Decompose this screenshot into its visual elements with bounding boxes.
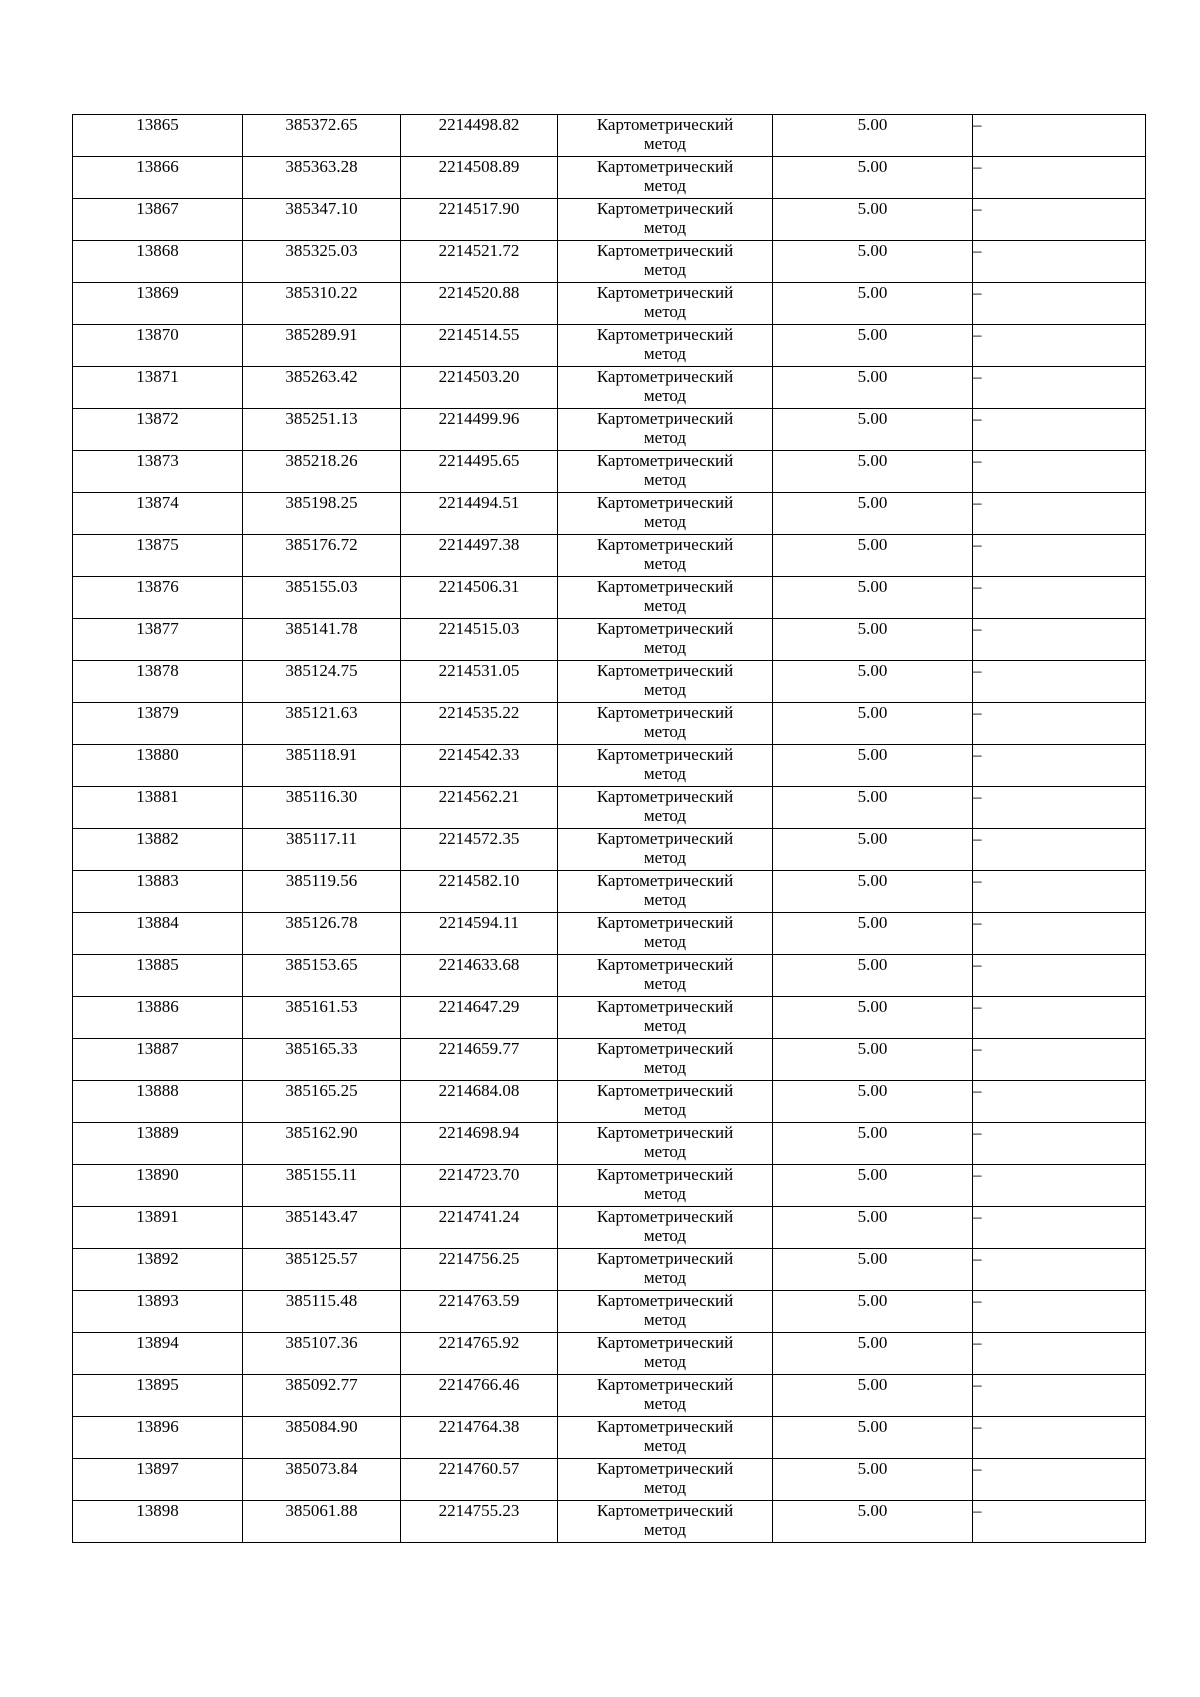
point-number-cell: 13889 bbox=[73, 1123, 243, 1165]
table-row bbox=[73, 325, 1146, 367]
method-text: Картометрический метод bbox=[596, 1207, 734, 1245]
x-coordinate-cell: 385176.72 bbox=[243, 535, 401, 577]
method-text: Картометрический метод bbox=[596, 1249, 734, 1287]
table-row bbox=[73, 1459, 1146, 1501]
description-cell: – bbox=[973, 703, 1146, 745]
x-coordinate-cell: 385116.30 bbox=[243, 787, 401, 829]
method-text: Картометрический метод bbox=[596, 283, 734, 321]
accuracy-cell: 5.00 bbox=[773, 1333, 973, 1375]
method-cell bbox=[558, 1417, 773, 1459]
method-text: Картометрический метод bbox=[596, 787, 734, 825]
table-row bbox=[73, 997, 1146, 1039]
y-coordinate-cell: 2214763.59 bbox=[401, 1291, 558, 1333]
table-row bbox=[73, 283, 1146, 325]
point-number-cell: 13876 bbox=[73, 577, 243, 619]
y-coordinate-cell: 2214497.38 bbox=[401, 535, 558, 577]
description-cell: – bbox=[973, 1291, 1146, 1333]
table-row bbox=[73, 535, 1146, 577]
accuracy-cell: 5.00 bbox=[773, 1165, 973, 1207]
y-coordinate-cell: 2214755.23 bbox=[401, 1501, 558, 1543]
y-coordinate-cell: 2214494.51 bbox=[401, 493, 558, 535]
method-cell bbox=[558, 619, 773, 661]
x-coordinate-cell: 385161.53 bbox=[243, 997, 401, 1039]
method-text: Картометрический метод bbox=[596, 661, 734, 699]
method-cell bbox=[558, 913, 773, 955]
point-number-cell: 13878 bbox=[73, 661, 243, 703]
method-cell bbox=[558, 703, 773, 745]
table-row bbox=[73, 493, 1146, 535]
x-coordinate-cell: 385117.11 bbox=[243, 829, 401, 871]
method-cell bbox=[558, 493, 773, 535]
x-coordinate-cell: 385124.75 bbox=[243, 661, 401, 703]
accuracy-cell: 5.00 bbox=[773, 703, 973, 745]
method-cell bbox=[558, 871, 773, 913]
x-coordinate-cell: 385143.47 bbox=[243, 1207, 401, 1249]
description-cell: – bbox=[973, 241, 1146, 283]
table-row bbox=[73, 913, 1146, 955]
y-coordinate-cell: 2214508.89 bbox=[401, 157, 558, 199]
x-coordinate-cell: 385118.91 bbox=[243, 745, 401, 787]
method-cell bbox=[558, 367, 773, 409]
accuracy-cell: 5.00 bbox=[773, 283, 973, 325]
y-coordinate-cell: 2214647.29 bbox=[401, 997, 558, 1039]
x-coordinate-cell: 385119.56 bbox=[243, 871, 401, 913]
description-cell: – bbox=[973, 493, 1146, 535]
method-cell bbox=[558, 1333, 773, 1375]
point-number-cell: 13877 bbox=[73, 619, 243, 661]
y-coordinate-cell: 2214766.46 bbox=[401, 1375, 558, 1417]
table-row bbox=[73, 1501, 1146, 1543]
table-row bbox=[73, 871, 1146, 913]
point-number-cell: 13875 bbox=[73, 535, 243, 577]
method-cell bbox=[558, 325, 773, 367]
table-row bbox=[73, 1249, 1146, 1291]
y-coordinate-cell: 2214760.57 bbox=[401, 1459, 558, 1501]
method-cell bbox=[558, 955, 773, 997]
method-cell bbox=[558, 115, 773, 157]
table-row bbox=[73, 1375, 1146, 1417]
method-cell bbox=[558, 1459, 773, 1501]
method-cell bbox=[558, 199, 773, 241]
table-row bbox=[73, 1417, 1146, 1459]
method-text: Картометрический метод bbox=[596, 1417, 734, 1455]
table-row bbox=[73, 241, 1146, 283]
y-coordinate-cell: 2214506.31 bbox=[401, 577, 558, 619]
y-coordinate-cell: 2214514.55 bbox=[401, 325, 558, 367]
y-coordinate-cell: 2214520.88 bbox=[401, 283, 558, 325]
method-text: Картометрический метод bbox=[596, 1081, 734, 1119]
point-number-cell: 13867 bbox=[73, 199, 243, 241]
x-coordinate-cell: 385165.25 bbox=[243, 1081, 401, 1123]
coordinates-table bbox=[72, 114, 1146, 1543]
method-cell bbox=[558, 829, 773, 871]
y-coordinate-cell: 2214572.35 bbox=[401, 829, 558, 871]
accuracy-cell: 5.00 bbox=[773, 1375, 973, 1417]
accuracy-cell: 5.00 bbox=[773, 829, 973, 871]
point-number-cell: 13881 bbox=[73, 787, 243, 829]
y-coordinate-cell: 2214582.10 bbox=[401, 871, 558, 913]
y-coordinate-cell: 2214535.22 bbox=[401, 703, 558, 745]
point-number-cell: 13896 bbox=[73, 1417, 243, 1459]
point-number-cell: 13871 bbox=[73, 367, 243, 409]
table-row bbox=[73, 1207, 1146, 1249]
method-text: Картометрический метод bbox=[596, 1501, 734, 1539]
table-row bbox=[73, 619, 1146, 661]
method-cell bbox=[558, 409, 773, 451]
method-cell bbox=[558, 1249, 773, 1291]
description-cell: – bbox=[973, 997, 1146, 1039]
method-cell bbox=[558, 745, 773, 787]
method-cell bbox=[558, 787, 773, 829]
method-text: Картометрический метод bbox=[596, 1123, 734, 1161]
point-number-cell: 13866 bbox=[73, 157, 243, 199]
method-text: Картометрический метод bbox=[596, 1375, 734, 1413]
method-cell bbox=[558, 577, 773, 619]
accuracy-cell: 5.00 bbox=[773, 913, 973, 955]
y-coordinate-cell: 2214633.68 bbox=[401, 955, 558, 997]
description-cell: – bbox=[973, 1459, 1146, 1501]
description-cell: – bbox=[973, 1081, 1146, 1123]
point-number-cell: 13865 bbox=[73, 115, 243, 157]
method-cell bbox=[558, 1291, 773, 1333]
x-coordinate-cell: 385347.10 bbox=[243, 199, 401, 241]
accuracy-cell: 5.00 bbox=[773, 955, 973, 997]
x-coordinate-cell: 385141.78 bbox=[243, 619, 401, 661]
y-coordinate-cell: 2214723.70 bbox=[401, 1165, 558, 1207]
point-number-cell: 13897 bbox=[73, 1459, 243, 1501]
x-coordinate-cell: 385084.90 bbox=[243, 1417, 401, 1459]
accuracy-cell: 5.00 bbox=[773, 409, 973, 451]
y-coordinate-cell: 2214542.33 bbox=[401, 745, 558, 787]
x-coordinate-cell: 385363.28 bbox=[243, 157, 401, 199]
x-coordinate-cell: 385198.25 bbox=[243, 493, 401, 535]
method-cell bbox=[558, 451, 773, 493]
y-coordinate-cell: 2214594.11 bbox=[401, 913, 558, 955]
description-cell: – bbox=[973, 1501, 1146, 1543]
point-number-cell: 13874 bbox=[73, 493, 243, 535]
point-number-cell: 13895 bbox=[73, 1375, 243, 1417]
accuracy-cell: 5.00 bbox=[773, 619, 973, 661]
method-text: Картометрический метод bbox=[596, 955, 734, 993]
point-number-cell: 13887 bbox=[73, 1039, 243, 1081]
method-text: Картометрический метод bbox=[596, 1291, 734, 1329]
method-cell bbox=[558, 1039, 773, 1081]
accuracy-cell: 5.00 bbox=[773, 451, 973, 493]
point-number-cell: 13885 bbox=[73, 955, 243, 997]
y-coordinate-cell: 2214503.20 bbox=[401, 367, 558, 409]
description-cell: – bbox=[973, 115, 1146, 157]
method-text: Картометрический метод bbox=[596, 829, 734, 867]
method-text: Картометрический метод bbox=[596, 535, 734, 573]
accuracy-cell: 5.00 bbox=[773, 997, 973, 1039]
x-coordinate-cell: 385263.42 bbox=[243, 367, 401, 409]
description-cell: – bbox=[973, 1165, 1146, 1207]
y-coordinate-cell: 2214659.77 bbox=[401, 1039, 558, 1081]
x-coordinate-cell: 385289.91 bbox=[243, 325, 401, 367]
point-number-cell: 13880 bbox=[73, 745, 243, 787]
y-coordinate-cell: 2214521.72 bbox=[401, 241, 558, 283]
method-text: Картометрический метод bbox=[596, 1165, 734, 1203]
method-text: Картометрический метод bbox=[596, 493, 734, 531]
x-coordinate-cell: 385115.48 bbox=[243, 1291, 401, 1333]
x-coordinate-cell: 385153.65 bbox=[243, 955, 401, 997]
description-cell: – bbox=[973, 367, 1146, 409]
method-text: Картометрический метод bbox=[596, 325, 734, 363]
method-text: Картометрический метод bbox=[596, 871, 734, 909]
x-coordinate-cell: 385073.84 bbox=[243, 1459, 401, 1501]
point-number-cell: 13892 bbox=[73, 1249, 243, 1291]
accuracy-cell: 5.00 bbox=[773, 493, 973, 535]
method-cell bbox=[558, 157, 773, 199]
description-cell: – bbox=[973, 1249, 1146, 1291]
description-cell: – bbox=[973, 661, 1146, 703]
x-coordinate-cell: 385325.03 bbox=[243, 241, 401, 283]
accuracy-cell: 5.00 bbox=[773, 1081, 973, 1123]
point-number-cell: 13882 bbox=[73, 829, 243, 871]
description-cell: – bbox=[973, 745, 1146, 787]
accuracy-cell: 5.00 bbox=[773, 745, 973, 787]
x-coordinate-cell: 385107.36 bbox=[243, 1333, 401, 1375]
y-coordinate-cell: 2214499.96 bbox=[401, 409, 558, 451]
table-row bbox=[73, 787, 1146, 829]
method-text: Картометрический метод bbox=[596, 703, 734, 741]
description-cell: – bbox=[973, 829, 1146, 871]
accuracy-cell: 5.00 bbox=[773, 1123, 973, 1165]
description-cell: – bbox=[973, 535, 1146, 577]
method-cell bbox=[558, 1501, 773, 1543]
point-number-cell: 13869 bbox=[73, 283, 243, 325]
point-number-cell: 13894 bbox=[73, 1333, 243, 1375]
accuracy-cell: 5.00 bbox=[773, 241, 973, 283]
accuracy-cell: 5.00 bbox=[773, 1207, 973, 1249]
point-number-cell: 13890 bbox=[73, 1165, 243, 1207]
description-cell: – bbox=[973, 1207, 1146, 1249]
accuracy-cell: 5.00 bbox=[773, 661, 973, 703]
x-coordinate-cell: 385126.78 bbox=[243, 913, 401, 955]
method-cell bbox=[558, 535, 773, 577]
table-row bbox=[73, 1291, 1146, 1333]
table-row bbox=[73, 703, 1146, 745]
description-cell: – bbox=[973, 157, 1146, 199]
method-text: Картометрический метод bbox=[596, 997, 734, 1035]
y-coordinate-cell: 2214698.94 bbox=[401, 1123, 558, 1165]
method-text: Картометрический метод bbox=[596, 451, 734, 489]
table-row bbox=[73, 661, 1146, 703]
accuracy-cell: 5.00 bbox=[773, 1459, 973, 1501]
table-row bbox=[73, 577, 1146, 619]
description-cell: – bbox=[973, 1375, 1146, 1417]
table-row bbox=[73, 955, 1146, 997]
method-text: Картометрический метод bbox=[596, 619, 734, 657]
x-coordinate-cell: 385092.77 bbox=[243, 1375, 401, 1417]
point-number-cell: 13888 bbox=[73, 1081, 243, 1123]
point-number-cell: 13870 bbox=[73, 325, 243, 367]
y-coordinate-cell: 2214531.05 bbox=[401, 661, 558, 703]
method-text: Картометрический метод bbox=[596, 409, 734, 447]
accuracy-cell: 5.00 bbox=[773, 199, 973, 241]
point-number-cell: 13883 bbox=[73, 871, 243, 913]
description-cell: – bbox=[973, 913, 1146, 955]
table-row bbox=[73, 199, 1146, 241]
x-coordinate-cell: 385061.88 bbox=[243, 1501, 401, 1543]
description-cell: – bbox=[973, 871, 1146, 913]
point-number-cell: 13868 bbox=[73, 241, 243, 283]
method-text: Картометрический метод bbox=[596, 745, 734, 783]
method-text: Картометрический метод bbox=[596, 1333, 734, 1371]
description-cell: – bbox=[973, 325, 1146, 367]
x-coordinate-cell: 385372.65 bbox=[243, 115, 401, 157]
y-coordinate-cell: 2214741.24 bbox=[401, 1207, 558, 1249]
description-cell: – bbox=[973, 283, 1146, 325]
point-number-cell: 13884 bbox=[73, 913, 243, 955]
method-text: Картометрический метод bbox=[596, 1459, 734, 1497]
method-cell bbox=[558, 241, 773, 283]
method-text: Картометрический метод bbox=[596, 115, 734, 153]
method-cell bbox=[558, 1165, 773, 1207]
y-coordinate-cell: 2214515.03 bbox=[401, 619, 558, 661]
method-text: Картометрический метод bbox=[596, 367, 734, 405]
point-number-cell: 13873 bbox=[73, 451, 243, 493]
y-coordinate-cell: 2214517.90 bbox=[401, 199, 558, 241]
x-coordinate-cell: 385251.13 bbox=[243, 409, 401, 451]
accuracy-cell: 5.00 bbox=[773, 1249, 973, 1291]
description-cell: – bbox=[973, 1039, 1146, 1081]
method-text: Картометрический метод bbox=[596, 199, 734, 237]
description-cell: – bbox=[973, 787, 1146, 829]
y-coordinate-cell: 2214756.25 bbox=[401, 1249, 558, 1291]
method-text: Картометрический метод bbox=[596, 157, 734, 195]
x-coordinate-cell: 385310.22 bbox=[243, 283, 401, 325]
table-row bbox=[73, 1039, 1146, 1081]
y-coordinate-cell: 2214498.82 bbox=[401, 115, 558, 157]
table-row bbox=[73, 409, 1146, 451]
accuracy-cell: 5.00 bbox=[773, 1417, 973, 1459]
description-cell: – bbox=[973, 1123, 1146, 1165]
y-coordinate-cell: 2214684.08 bbox=[401, 1081, 558, 1123]
accuracy-cell: 5.00 bbox=[773, 1039, 973, 1081]
description-cell: – bbox=[973, 619, 1146, 661]
accuracy-cell: 5.00 bbox=[773, 367, 973, 409]
x-coordinate-cell: 385162.90 bbox=[243, 1123, 401, 1165]
method-text: Картометрический метод bbox=[596, 913, 734, 951]
x-coordinate-cell: 385155.11 bbox=[243, 1165, 401, 1207]
method-cell bbox=[558, 1375, 773, 1417]
table-row bbox=[73, 367, 1146, 409]
accuracy-cell: 5.00 bbox=[773, 1291, 973, 1333]
x-coordinate-cell: 385121.63 bbox=[243, 703, 401, 745]
x-coordinate-cell: 385125.57 bbox=[243, 1249, 401, 1291]
method-text: Картометрический метод bbox=[596, 577, 734, 615]
point-number-cell: 13872 bbox=[73, 409, 243, 451]
method-text: Картометрический метод bbox=[596, 1039, 734, 1077]
method-text: Картометрический метод bbox=[596, 241, 734, 279]
description-cell: – bbox=[973, 199, 1146, 241]
method-cell bbox=[558, 283, 773, 325]
point-number-cell: 13879 bbox=[73, 703, 243, 745]
y-coordinate-cell: 2214765.92 bbox=[401, 1333, 558, 1375]
table-body bbox=[73, 115, 1146, 1543]
table-row bbox=[73, 157, 1146, 199]
table-row bbox=[73, 1333, 1146, 1375]
method-cell bbox=[558, 1123, 773, 1165]
y-coordinate-cell: 2214764.38 bbox=[401, 1417, 558, 1459]
table-row bbox=[73, 829, 1146, 871]
description-cell: – bbox=[973, 955, 1146, 997]
table-row bbox=[73, 451, 1146, 493]
accuracy-cell: 5.00 bbox=[773, 577, 973, 619]
description-cell: – bbox=[973, 577, 1146, 619]
table-row bbox=[73, 115, 1146, 157]
method-cell bbox=[558, 1081, 773, 1123]
accuracy-cell: 5.00 bbox=[773, 115, 973, 157]
accuracy-cell: 5.00 bbox=[773, 787, 973, 829]
accuracy-cell: 5.00 bbox=[773, 1501, 973, 1543]
accuracy-cell: 5.00 bbox=[773, 535, 973, 577]
point-number-cell: 13891 bbox=[73, 1207, 243, 1249]
method-cell bbox=[558, 997, 773, 1039]
method-cell bbox=[558, 1207, 773, 1249]
description-cell: – bbox=[973, 451, 1146, 493]
point-number-cell: 13886 bbox=[73, 997, 243, 1039]
x-coordinate-cell: 385155.03 bbox=[243, 577, 401, 619]
method-cell bbox=[558, 661, 773, 703]
y-coordinate-cell: 2214562.21 bbox=[401, 787, 558, 829]
table-row bbox=[73, 1081, 1146, 1123]
point-number-cell: 13898 bbox=[73, 1501, 243, 1543]
description-cell: – bbox=[973, 1333, 1146, 1375]
point-number-cell: 13893 bbox=[73, 1291, 243, 1333]
description-cell: – bbox=[973, 409, 1146, 451]
description-cell: – bbox=[973, 1417, 1146, 1459]
y-coordinate-cell: 2214495.65 bbox=[401, 451, 558, 493]
table-row bbox=[73, 1123, 1146, 1165]
accuracy-cell: 5.00 bbox=[773, 325, 973, 367]
x-coordinate-cell: 385218.26 bbox=[243, 451, 401, 493]
x-coordinate-cell: 385165.33 bbox=[243, 1039, 401, 1081]
table-row bbox=[73, 1165, 1146, 1207]
table-row bbox=[73, 745, 1146, 787]
accuracy-cell: 5.00 bbox=[773, 157, 973, 199]
accuracy-cell: 5.00 bbox=[773, 871, 973, 913]
